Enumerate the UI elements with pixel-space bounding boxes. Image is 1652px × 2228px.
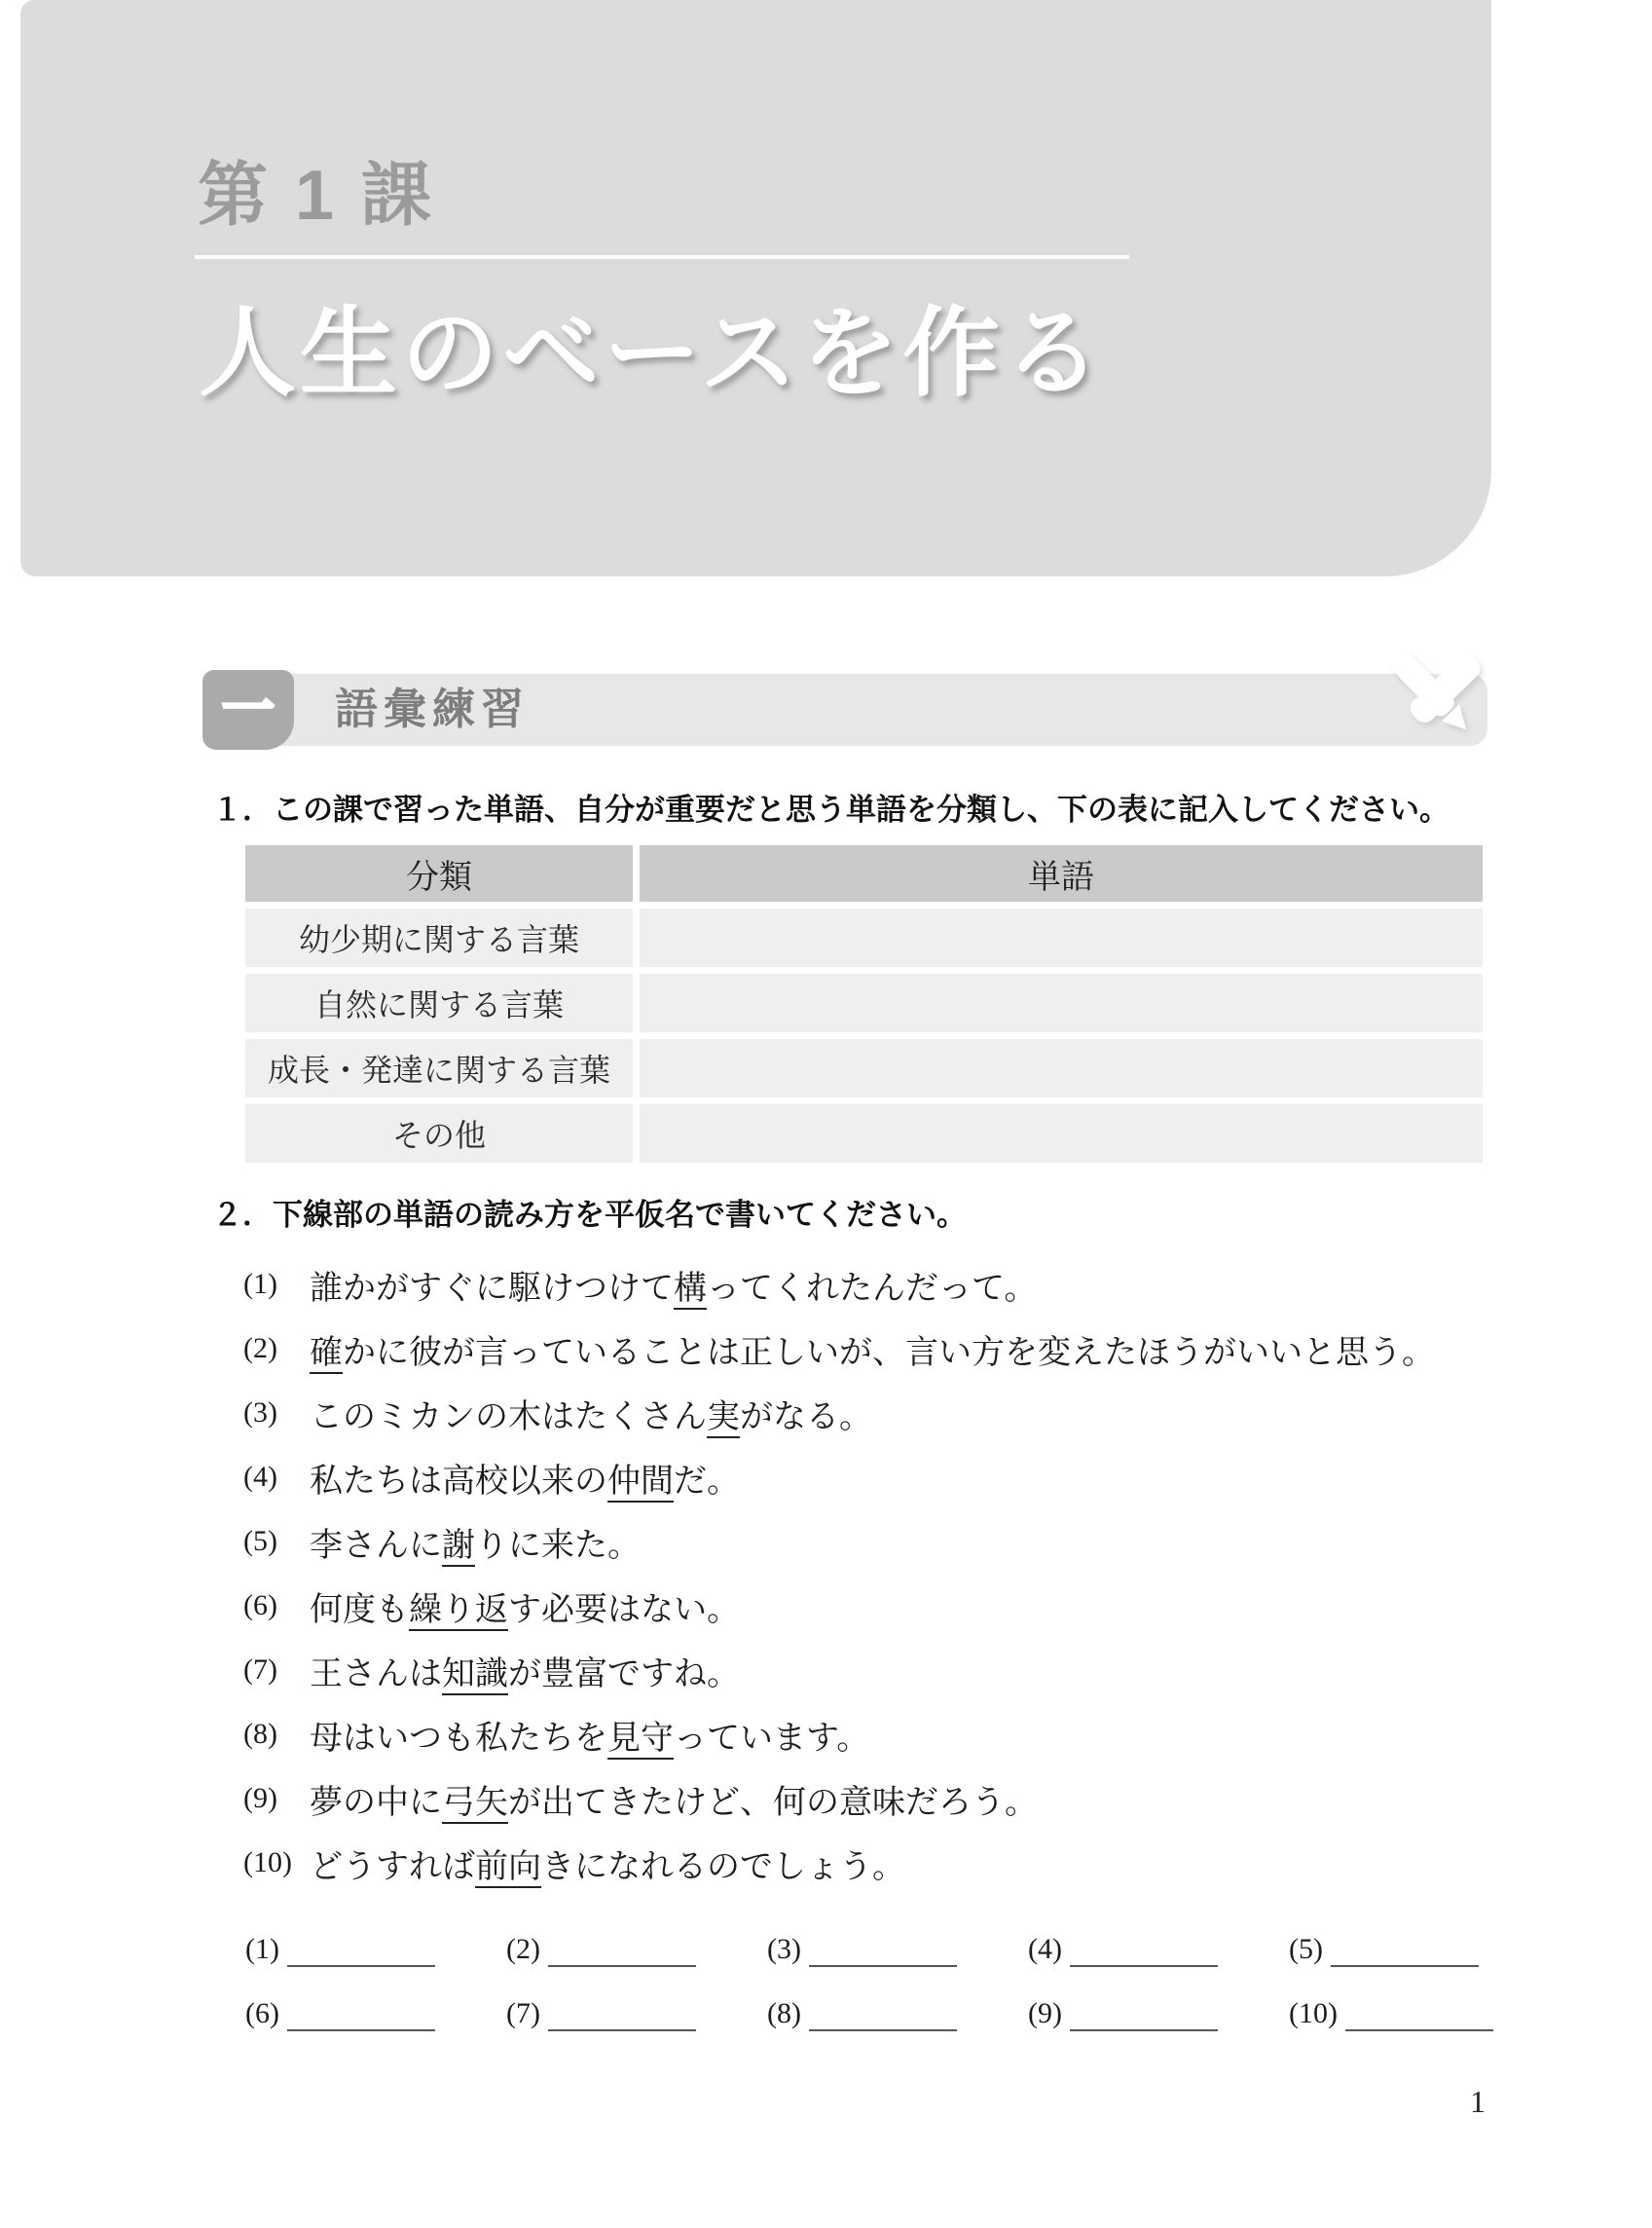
answer-slot (245, 1994, 506, 2031)
answer-blanks (245, 1924, 1550, 2053)
answer-slot (1028, 1994, 1289, 2031)
item-number: (1) (243, 1268, 277, 1300)
blank-number: (6) (245, 1997, 279, 2029)
section-title: 語彙練習 (335, 686, 530, 733)
sentence-text: 何度も繰り返す必要はない。 (310, 1582, 740, 1630)
section-number-tab (202, 670, 294, 750)
blank-number: (7) (506, 1997, 540, 2029)
item-number: (6) (243, 1589, 277, 1621)
answer-blank[interactable] (287, 1994, 435, 2031)
page-number: 1 (1470, 2084, 1486, 2119)
sentence-text: 私たちは高校以来の仲間だ。 (310, 1454, 740, 1502)
table-row-label: 成長・発達に関する言葉 (245, 1039, 633, 1097)
answer-row (245, 1924, 1550, 1967)
lesson-header-block (20, 0, 1491, 576)
answer-blank[interactable] (1070, 1994, 1218, 2031)
underlined-word: 確 (310, 1335, 343, 1374)
answer-blank[interactable] (809, 1930, 957, 1967)
sentence-text: 母はいつも私たちを見守っています。 (310, 1711, 869, 1759)
sentence-item (243, 1574, 1435, 1638)
exercise2-heading: ２．下線部の単語の読み方を平仮名で書いてください。 (212, 1198, 967, 1232)
item-number: (8) (243, 1718, 277, 1750)
table-row-label: 幼少期に関する言葉 (245, 909, 633, 967)
pencil-crayon-icon (1377, 639, 1494, 758)
sentence-item (243, 1638, 1435, 1702)
table-row-label: その他 (245, 1104, 633, 1163)
sentence-text: 誰かがすぐに駆けつけて構ってくれたんだって。 (310, 1261, 1037, 1309)
underlined-word: 前向 (475, 1849, 541, 1888)
table-header-words: 単語 (640, 845, 1483, 902)
blank-number: (2) (506, 1933, 540, 1965)
blank-number: (5) (1289, 1933, 1323, 1965)
section-number: 一 (222, 681, 275, 739)
sentence-item (243, 1381, 1435, 1445)
answer-slot (767, 1930, 1028, 1967)
answer-blank[interactable] (1070, 1930, 1218, 1967)
sentence-item (243, 1252, 1435, 1317)
sentence-item (243, 1509, 1435, 1574)
sentence-item (243, 1766, 1435, 1831)
lesson-title: 人生のベースを作る (199, 299, 1105, 408)
item-number: (7) (243, 1653, 277, 1686)
item-number: (5) (243, 1525, 277, 1557)
divider-line (195, 255, 1129, 259)
item-number: (3) (243, 1396, 277, 1429)
answer-blank[interactable] (1331, 1930, 1479, 1967)
sentence-text: 王さんは知識が豊富ですね。 (310, 1647, 740, 1694)
blank-number: (3) (767, 1933, 801, 1965)
answer-blank[interactable] (809, 1994, 957, 2031)
answer-blank[interactable] (1345, 1994, 1493, 2031)
table-row-label: 自然に関する言葉 (245, 974, 633, 1032)
underlined-word: 実 (707, 1399, 740, 1438)
blank-number: (4) (1028, 1933, 1062, 1965)
blank-number: (1) (245, 1933, 279, 1965)
sentence-item (243, 1831, 1435, 1895)
underlined-word: 知識 (442, 1656, 508, 1695)
sentence-item (243, 1702, 1435, 1766)
underlined-word: 繰り返 (409, 1592, 508, 1631)
answer-slot (767, 1994, 1028, 2031)
answer-blank[interactable] (548, 1994, 696, 2031)
underlined-word: 見守 (607, 1721, 674, 1760)
word-entry-cell[interactable] (640, 909, 1483, 967)
sentence-item (243, 1445, 1435, 1509)
exercise1-heading: １．この課で習った単語、自分が重要だと思う単語を分類し、下の表に記入してください。 (212, 793, 1450, 827)
blank-number: (8) (767, 1997, 801, 2029)
answer-slot (1289, 1930, 1550, 1967)
sentence-text: 確かに彼が言っていることは正しいが、言い方を変えたほうがいいと思う。 (310, 1325, 1435, 1373)
answer-slot (506, 1930, 767, 1967)
item-number: (10) (243, 1846, 292, 1878)
underlined-word: 弓矢 (442, 1785, 508, 1824)
word-entry-cell[interactable] (640, 974, 1483, 1032)
blank-number: (10) (1289, 1997, 1338, 2029)
answer-slot (1289, 1994, 1550, 2031)
item-number: (2) (243, 1332, 277, 1364)
answer-slot (245, 1930, 506, 1967)
classification-table (245, 845, 1483, 1163)
underlined-word: 仲間 (607, 1464, 674, 1503)
sentence-text: どうすれば前向きになれるのでしょう。 (310, 1839, 905, 1887)
item-number: (4) (243, 1461, 277, 1493)
table-header-category: 分類 (245, 845, 633, 902)
answer-row (245, 1988, 1550, 2031)
underlined-word: 謝 (442, 1528, 475, 1567)
blank-number: (9) (1028, 1997, 1062, 2029)
lesson-number: 第 1 課 (198, 157, 436, 235)
word-entry-cell[interactable] (640, 1104, 1483, 1163)
answer-blank[interactable] (548, 1930, 696, 1967)
sentence-item (243, 1317, 1435, 1381)
sentence-text: 李さんに謝りに来た。 (310, 1518, 641, 1566)
sentence-text: 夢の中に弓矢が出てきたけど、何の意味だろう。 (310, 1775, 1038, 1823)
item-number: (9) (243, 1782, 277, 1814)
sentence-list (243, 1252, 1435, 1895)
answer-slot (506, 1994, 767, 2031)
word-entry-cell[interactable] (640, 1039, 1483, 1097)
sentence-text: このミカンの木はたくさん実がなる。 (310, 1390, 872, 1437)
answer-slot (1028, 1930, 1289, 1967)
answer-blank[interactable] (287, 1930, 435, 1967)
underlined-word: 構 (674, 1271, 707, 1310)
section-header (202, 674, 1487, 746)
